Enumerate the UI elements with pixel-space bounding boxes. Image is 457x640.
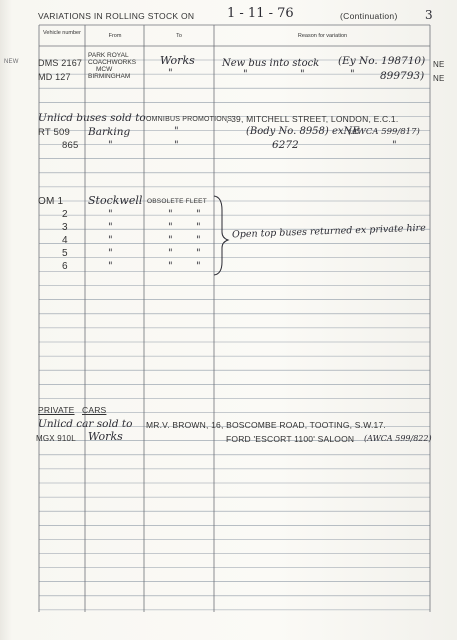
s2-row2-awca-ditto: " <box>392 140 397 151</box>
s2-buyer-stamp: OMNIBUS PROMOTIONS <box>146 116 233 123</box>
s1-body-2: 899793) <box>380 70 425 82</box>
s1-reason: New bus into stock <box>222 58 320 69</box>
s3-ditto: " <box>196 222 201 233</box>
s2-row2-to-ditto: " <box>174 140 179 151</box>
s2-row1-body: (Body No. 8958) exNE <box>246 126 360 137</box>
column-header-from: From <box>108 33 122 39</box>
s3-ditto: " <box>168 248 173 259</box>
s4-awca: (AWCA 599/822) <box>364 434 432 443</box>
s4-lead: Unlicd car sold to <box>38 418 133 430</box>
s1-reason-ditto-3: " <box>350 69 355 80</box>
s1-ne-2: NE <box>433 74 445 83</box>
s1-from-stamp-line2: COACHWORKS <box>88 59 137 66</box>
s2-row2-vehicle: 865 <box>62 140 79 151</box>
page-number: 3 <box>425 8 433 22</box>
s1-from-stamp-line4: BIRMINGHAM <box>88 73 131 80</box>
s3-to-stamp: OBSOLETE FLEET <box>147 198 207 205</box>
s3-from: Stockwell <box>88 194 143 207</box>
s3-ditto: " <box>108 235 113 246</box>
s1-to-ditto: " <box>168 68 173 79</box>
s2-lead: Unlicd buses sold to <box>38 112 146 124</box>
s4-car-desc: FORD 'ESCORT 1100' SALOON <box>226 434 355 444</box>
margin-note: NEW <box>4 59 19 65</box>
column-header-to: To <box>176 33 182 39</box>
s4-from: Works <box>88 430 123 443</box>
s3-ditto: " <box>108 248 113 259</box>
s3-ditto: " <box>168 209 173 220</box>
s3-ditto: " <box>196 261 201 272</box>
s1-ne-1: NE <box>433 60 445 69</box>
s4-heading-cars: CARS <box>82 405 107 415</box>
s3-reason: Open top buses returned ex private hire <box>231 222 426 241</box>
column-header-reason: Reason for variation <box>297 33 348 39</box>
s1-to: Works <box>160 54 195 67</box>
s3-vehicle: 4 <box>62 235 68 246</box>
s2-row1-from: Barking <box>88 126 131 138</box>
brace-mark <box>214 196 228 275</box>
s3-ditto: " <box>108 261 113 272</box>
s1-from-stamp-line1: PARK ROYAL <box>88 52 129 59</box>
header-date: 1 - 11 - 76 <box>227 6 294 21</box>
s3-ditto: " <box>168 235 173 246</box>
s4-heading-private: PRIVATE <box>38 405 75 415</box>
s3-ditto: " <box>196 235 201 246</box>
s3-ditto: " <box>168 261 173 272</box>
s4-buyer: MR.V. BROWN, 16, BOSCOMBE ROAD, TOOTING, S.W.17. <box>146 420 386 430</box>
s1-from-stamp-line3: MCW <box>96 66 113 73</box>
s3-ditto: " <box>196 209 201 220</box>
s1-reason-ditto-1: " <box>243 69 248 80</box>
s3-vehicle: 3 <box>62 222 68 233</box>
s4-vehicle: MGX 910L <box>36 434 76 443</box>
s2-row1-awca: (AWCA 599/817) <box>348 127 420 137</box>
s2-row1-to-ditto: " <box>174 126 179 137</box>
s3-vehicle: 5 <box>62 248 68 259</box>
s1-reason-ditto-2: " <box>300 69 305 80</box>
s1-row1-vehicle: DMS 2167 <box>38 58 83 68</box>
column-header-vehicle-label: Vehicle number <box>43 30 81 36</box>
s3-ditto: " <box>196 248 201 259</box>
column-header-vehicle <box>40 30 84 36</box>
horizontal-rules <box>39 60 430 610</box>
s2-row1-vehicle: RT 509 <box>38 127 71 138</box>
s2-row2-body: 6272 <box>272 139 299 151</box>
page-title: VARIATIONS IN ROLLING STOCK ON <box>38 11 195 21</box>
s1-row2-vehicle: MD 127 <box>38 72 71 82</box>
s2-address: , 39, MITCHELL STREET, LONDON, E.C.1. <box>226 114 399 124</box>
s3-ditto: " <box>168 222 173 233</box>
s2-row2-from-ditto: " <box>108 140 113 151</box>
s1-from-stamp <box>88 52 136 80</box>
s3-vehicle: OM 1 <box>38 196 64 207</box>
s3-ditto: " <box>108 222 113 233</box>
s3-vehicle: 2 <box>62 209 68 220</box>
continuation-label: (Continuation) <box>340 11 398 21</box>
s3-vehicle: 6 <box>62 261 68 272</box>
s1-body-1: (Ey No. 198710) <box>338 55 426 67</box>
s3-ditto: " <box>108 209 113 220</box>
